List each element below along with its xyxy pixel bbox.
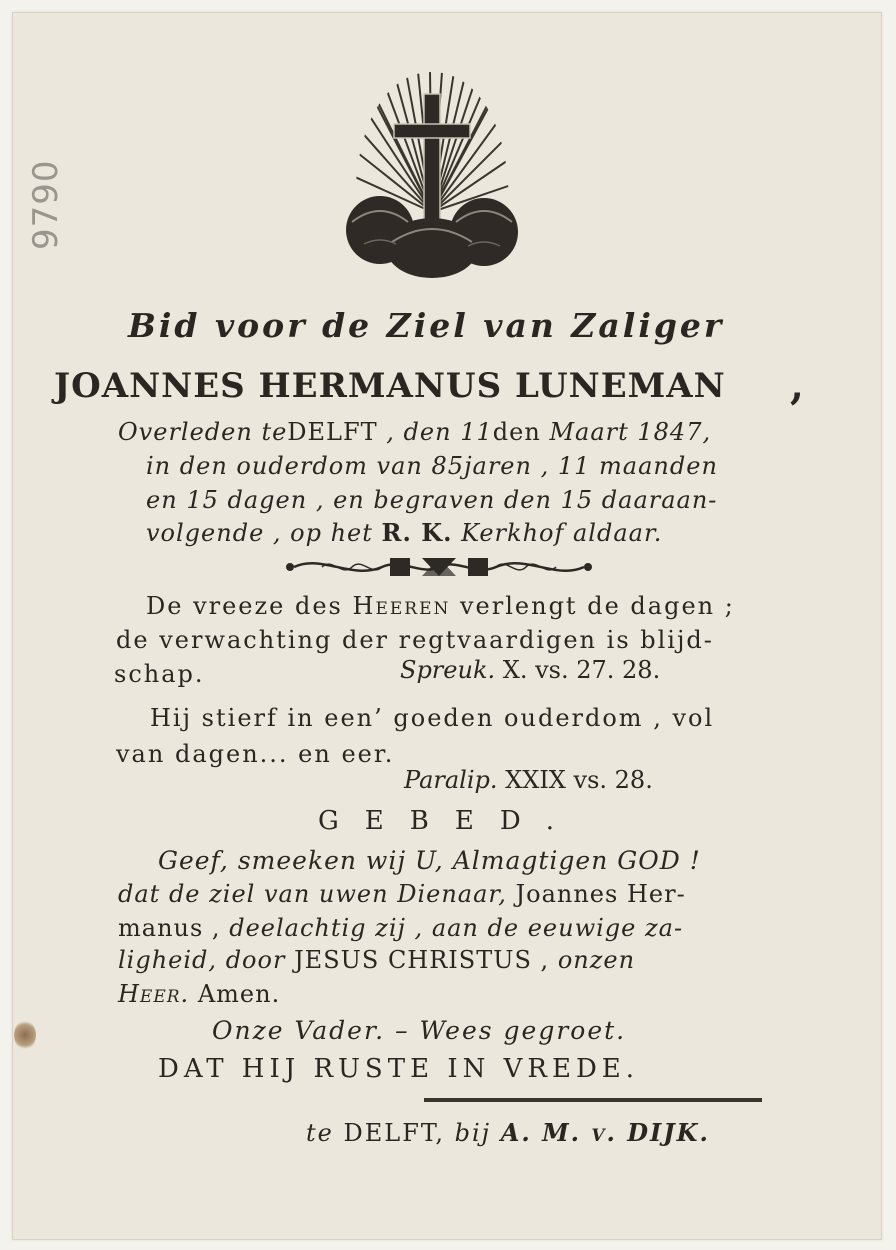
bio-burial-day: 15: [560, 486, 594, 514]
bio-text: den: [492, 418, 541, 446]
prayer-jesus: JESUS CHRISTUS ,: [294, 946, 550, 974]
chronicles-line-1: Hij stierf in een’ goeden ouderdom , vol: [150, 704, 715, 732]
prayer-text: door: [225, 946, 286, 974]
biography-line-4: [146, 518, 662, 547]
prayer-text: dat de ziel van uwen Dienaar,: [118, 880, 507, 908]
proverb-reference: [400, 656, 660, 684]
bio-text: Overleden te: [118, 418, 288, 446]
chronicles-line-2: van dagen... en eer.: [116, 740, 395, 768]
proverb-ref-verse: X. vs. 27. 28.: [502, 656, 661, 684]
bio-text: in den ouderdom van: [146, 452, 423, 480]
prayer-amen: Amen.: [197, 980, 281, 1008]
ornament-divider-icon: [282, 552, 596, 582]
bio-text: Kerkhof aldaar.: [461, 519, 663, 547]
prayer-line-1: Geef, smeeken wij U, Almagtigen GOD !: [158, 846, 701, 875]
bio-year: 1847,: [637, 418, 712, 446]
chronicles-reference: [404, 766, 653, 794]
divider-rule: [424, 1098, 762, 1102]
printer-text: bij: [454, 1119, 492, 1147]
proverb-line-1: [146, 592, 735, 620]
bio-month: Maart: [549, 418, 629, 446]
biography-line-2: [146, 452, 718, 480]
proverb-text: De vreeze des: [146, 592, 343, 620]
deceased-name-punctuation: ,: [790, 362, 804, 409]
bio-text: volgende , op het: [146, 519, 373, 547]
biography-line-1: [118, 418, 711, 446]
bio-months: 11: [557, 452, 591, 480]
prayer-text: ligheid,: [118, 946, 218, 974]
archive-number: 9790: [26, 159, 66, 250]
bio-rk: R. K.: [381, 518, 453, 547]
biography-line-3: [146, 486, 717, 514]
proverb-line-2: de verwachting der regtvaardigen is blijd-: [116, 626, 714, 654]
bio-years: 85: [431, 452, 465, 480]
bio-days: 15: [186, 486, 219, 514]
printer-name: A. M. v. DIJK.: [500, 1118, 710, 1147]
chronicles-ref-verse: XXIX vs. 28.: [505, 766, 653, 794]
closing-prayers: Onze Vader. – Wees gegroet.: [212, 1016, 627, 1045]
prayer-line-2: [118, 880, 686, 908]
bio-text: dagen , en begraven den: [227, 486, 552, 514]
bio-text: , den: [386, 418, 452, 446]
proverb-heer: Heeren: [352, 592, 451, 620]
prayer-text: deelachtig zij , aan de eeuwige za-: [229, 914, 684, 942]
bio-text: daaraan-: [601, 486, 718, 514]
cross-emblem-icon: [344, 72, 520, 282]
deceased-name: JOANNES HERMANUS LUNEMAN: [54, 366, 726, 406]
bio-text: jaren ,: [464, 452, 550, 480]
paper-stain: [14, 1020, 36, 1050]
prayer-line-5: [118, 980, 280, 1008]
bio-place: DELFT: [287, 418, 378, 446]
printer-place: DELFT,: [343, 1119, 445, 1147]
proverb-text: verlengt de dagen ;: [460, 592, 735, 620]
prayer-title: GEBED.: [318, 806, 581, 836]
prayer-line-4: [118, 946, 635, 974]
printer-text: te: [306, 1119, 334, 1147]
proverb-ref-book: Spreuk.: [400, 656, 496, 684]
rest-in-peace: DAT HIJ RUSTE IN VREDE.: [158, 1054, 640, 1084]
bio-day: 11: [460, 418, 493, 446]
bio-text: maanden: [599, 452, 718, 480]
prayer-name: manus ,: [118, 914, 221, 942]
printer-imprint: [306, 1118, 710, 1147]
prayer-heer: Heer.: [118, 980, 190, 1008]
prayer-line-3: [118, 914, 683, 942]
prayer-name: Joannes Her-: [515, 880, 686, 908]
bio-text: en: [146, 486, 178, 514]
proverb-line-3: schap.: [114, 660, 205, 688]
chronicles-ref-book: Paralip.: [404, 766, 498, 794]
prayer-text: onzen: [557, 946, 636, 974]
invocation-heading: Bid voor de Ziel van Zaliger: [128, 306, 725, 345]
